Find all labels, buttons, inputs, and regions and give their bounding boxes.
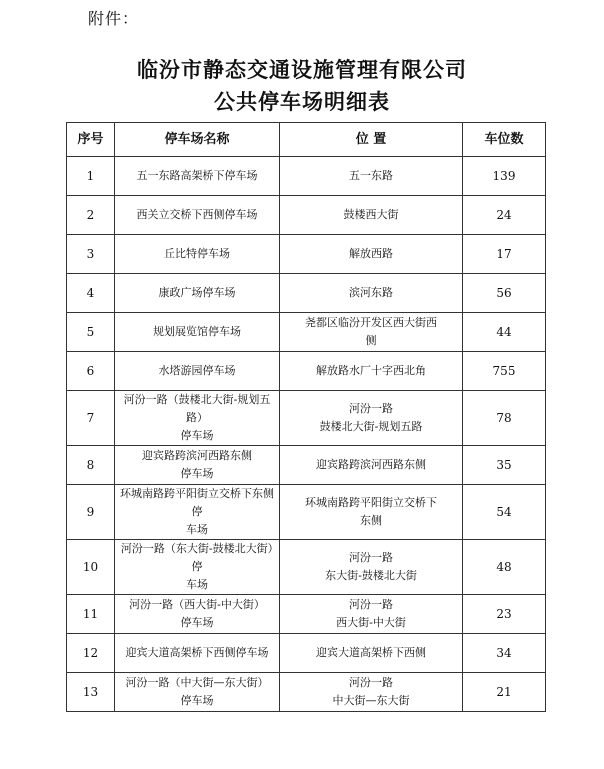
parking-lot-name [115, 540, 280, 595]
parking-lot-location [280, 634, 463, 673]
parking-lot-name-line: 西关立交桥下西侧停车场 [136, 208, 258, 221]
parking-lot-location [280, 196, 463, 235]
parking-lot-name [115, 274, 280, 313]
parking-lot-location-line: 河汾一路 [349, 676, 393, 689]
table-row [67, 235, 546, 274]
header-name: 停车场名称 [115, 123, 280, 157]
row-number: 10 [67, 540, 115, 595]
parking-lot-name [115, 485, 280, 540]
parking-lot-table [66, 122, 546, 712]
parking-lot-name [115, 446, 280, 485]
parking-lot-location-line: 环城南路跨平阳街立交桥下 [305, 496, 437, 509]
document-title: 临汾市静态交通设施管理有限公司 [137, 58, 467, 82]
parking-spaces: 44 [463, 313, 546, 352]
header-location: 位 置 [280, 123, 463, 157]
parking-lot-name-line: 五一东路高架桥下停车场 [136, 169, 258, 182]
row-number: 1 [67, 157, 115, 196]
parking-lot-location [280, 235, 463, 274]
table-row [67, 540, 546, 595]
table-row [67, 485, 546, 540]
table-header-row [67, 123, 546, 157]
parking-lot-location [280, 673, 463, 712]
parking-lot-location-line: 东大街-鼓楼北大街 [325, 569, 417, 582]
row-number: 4 [67, 274, 115, 313]
parking-lot-name-line: 丘比特停车场 [164, 247, 230, 260]
parking-lot-location-line: 东侧 [360, 514, 382, 527]
parking-lot-name-line: 停车场 [180, 429, 214, 442]
parking-lot-location-line: 河汾一路 [349, 402, 393, 415]
parking-lot-name-line: 迎宾路跨滨河西路东侧 [142, 449, 252, 462]
parking-lot-location [280, 313, 463, 352]
table-row [67, 352, 546, 391]
parking-lot-location [280, 595, 463, 634]
row-number: 8 [67, 446, 115, 485]
parking-lot-location [280, 391, 463, 446]
parking-lot-name-line: 河汾一路（中大街—东大街） [125, 676, 269, 689]
row-number: 5 [67, 313, 115, 352]
table-body [67, 157, 546, 712]
parking-lot-name-line: 河汾一路（东大街-鼓楼北大街）停 [120, 542, 274, 573]
parking-lot-name [115, 352, 280, 391]
parking-spaces: 21 [463, 673, 546, 712]
parking-lot-name-line: 车场 [186, 523, 208, 536]
table-row [67, 446, 546, 485]
row-number: 11 [67, 595, 115, 634]
parking-lot-location-line: 鼓楼北大街-规划五路 [319, 420, 423, 433]
parking-lot-name [115, 313, 280, 352]
parking-lot-name-line: 停车场 [180, 694, 214, 707]
parking-lot-location-line: 河汾一路 [349, 551, 393, 564]
parking-lot-location-line: 鼓楼西大街 [343, 208, 399, 221]
parking-lot-location-line: 解放路水厂十字西北角 [316, 364, 426, 377]
parking-spaces: 24 [463, 196, 546, 235]
table-row [67, 196, 546, 235]
parking-spaces: 54 [463, 485, 546, 540]
table-row [67, 313, 546, 352]
parking-lot-location-line: 尧都区临汾开发区西大街西 [305, 316, 437, 329]
header-spaces: 车位数 [463, 123, 546, 157]
parking-lot-name [115, 595, 280, 634]
row-number: 7 [67, 391, 115, 446]
parking-lot-location [280, 352, 463, 391]
parking-lot-name-line: 河汾一路（鼓楼北大街-规划五路） [123, 393, 271, 424]
parking-lot-name [115, 673, 280, 712]
parking-spaces: 139 [463, 157, 546, 196]
parking-lot-location-line: 侧 [365, 334, 377, 347]
table-row [67, 595, 546, 634]
table-row [67, 634, 546, 673]
row-number: 12 [67, 634, 115, 673]
row-number: 3 [67, 235, 115, 274]
document-subtitle: 公共停车场明细表 [214, 90, 390, 114]
parking-lot-name-line: 环城南路跨平阳街立交桥下东侧停 [120, 487, 274, 518]
parking-lot-name-line: 水塔游园停车场 [158, 364, 236, 377]
attachment-label: 附件： [88, 9, 140, 28]
table-row [67, 391, 546, 446]
parking-lot-location-line: 解放西路 [349, 247, 393, 260]
parking-lot-name [115, 157, 280, 196]
parking-lot-name-line: 停车场 [180, 467, 214, 480]
parking-lot-location [280, 540, 463, 595]
header-number: 序号 [67, 123, 115, 157]
row-number: 9 [67, 485, 115, 540]
parking-lot-location [280, 157, 463, 196]
parking-lot-location [280, 485, 463, 540]
parking-lot-name-line: 康政广场停车场 [158, 286, 236, 299]
parking-lot-location-line: 五一东路 [349, 169, 393, 182]
parking-lot-name [115, 235, 280, 274]
parking-lot-name [115, 391, 280, 446]
parking-lot-location-line: 迎宾大道高架桥下西侧 [316, 646, 426, 659]
parking-lot-location-line: 西大街-中大街 [336, 616, 406, 629]
table-row [67, 157, 546, 196]
parking-lot-name [115, 196, 280, 235]
parking-lot-location-line: 滨河东路 [349, 286, 393, 299]
parking-lot-name [115, 634, 280, 673]
parking-spaces: 34 [463, 634, 546, 673]
parking-lot-name-line: 河汾一路（西大街-中大街） [129, 598, 265, 611]
parking-spaces: 48 [463, 540, 546, 595]
parking-spaces: 23 [463, 595, 546, 634]
row-number: 2 [67, 196, 115, 235]
row-number: 6 [67, 352, 115, 391]
parking-spaces: 35 [463, 446, 546, 485]
parking-lot-location-line: 河汾一路 [349, 598, 393, 611]
parking-spaces: 56 [463, 274, 546, 313]
parking-lot-name-line: 规划展览馆停车场 [153, 325, 241, 338]
row-number: 13 [67, 673, 115, 712]
parking-spaces: 17 [463, 235, 546, 274]
parking-spaces: 78 [463, 391, 546, 446]
parking-lot-name-line: 车场 [186, 578, 208, 591]
table-row [67, 673, 546, 712]
table-row [67, 274, 546, 313]
parking-spaces: 755 [463, 352, 546, 391]
parking-lot-location [280, 446, 463, 485]
parking-lot-location-line: 迎宾路跨滨河西路东侧 [316, 458, 426, 471]
parking-lot-name-line: 停车场 [180, 616, 214, 629]
parking-lot-location-line: 中大街—东大街 [332, 694, 410, 707]
parking-lot-location [280, 274, 463, 313]
parking-lot-name-line: 迎宾大道高架桥下西侧停车场 [125, 646, 269, 659]
